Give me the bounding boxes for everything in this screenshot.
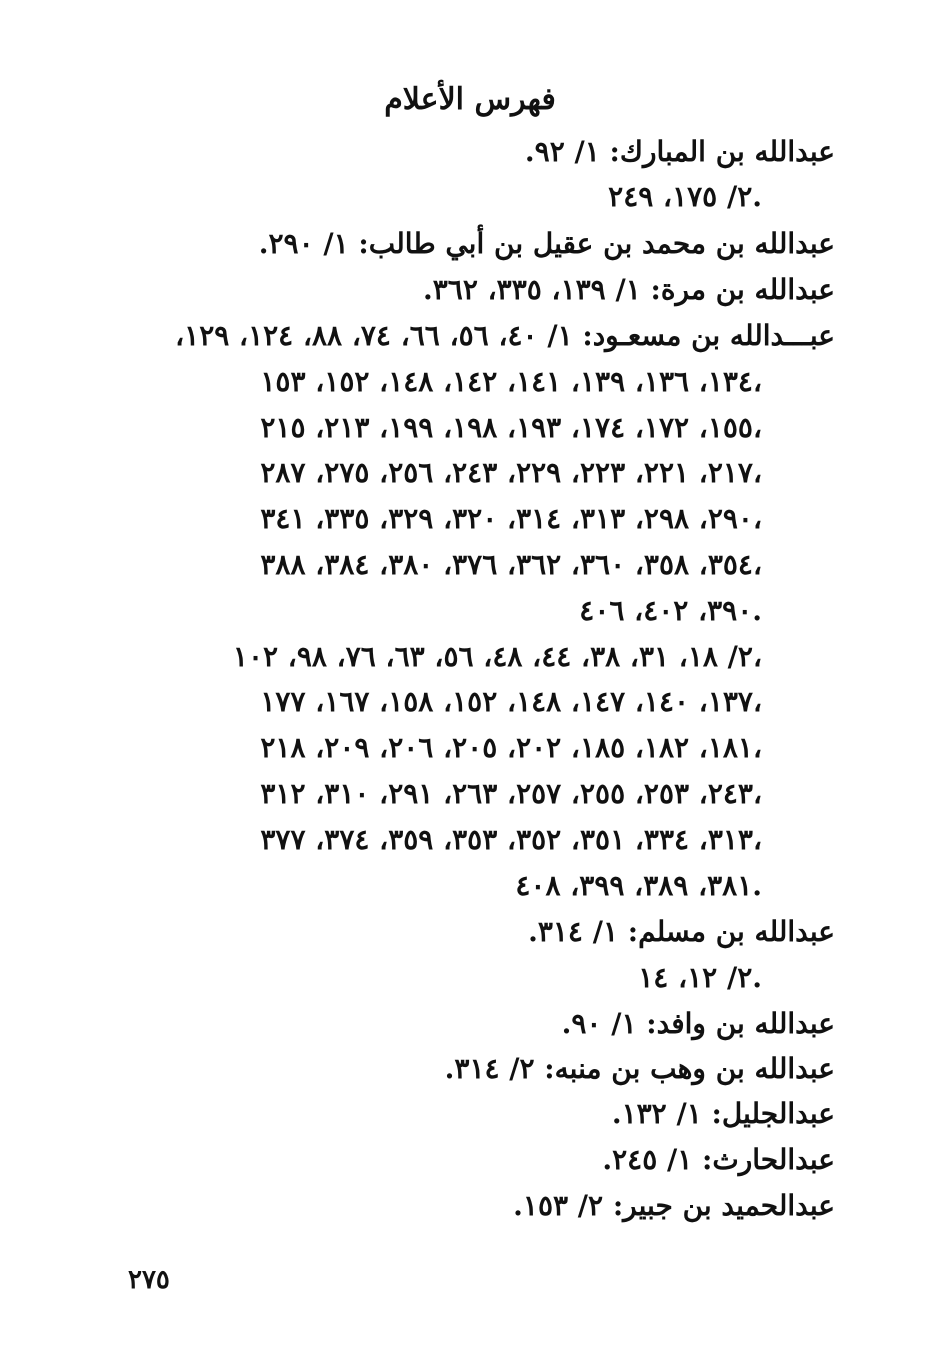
index-entry: عبدالله بن المبارك: ١/ ٩٢.	[524, 135, 835, 168]
index-entry: عبدالله بن مسلم: ١/ ٣١٤.	[528, 915, 835, 948]
index-entry: عبدالله بن وهب بن منبه: ٢/ ٣١٤.	[444, 1052, 835, 1085]
index-entry-continuation: ٣٥٤، ٣٥٨، ٣٦٠، ٣٦٢، ٣٧٦، ٣٨٠، ٣٨٤، ٣٨٨،	[260, 548, 762, 581]
index-entry-continuation: ٣٩٠، ٤٠٢، ٤٠٦.	[579, 594, 762, 627]
index-entry-continuation: ٣٨١، ٣٨٩، ٣٩٩، ٤٠٨.	[515, 869, 762, 902]
index-entry: عبدالله بن وافد: ١/ ٩٠.	[561, 1007, 835, 1040]
index-entry: عبدالجليل: ١/ ١٣٢.	[611, 1097, 835, 1130]
index-entry-continuation: ٣١٣، ٣٣٤، ٣٥١، ٣٥٢، ٣٥٣، ٣٥٩، ٣٧٤، ٣٧٧،	[260, 823, 762, 856]
index-entry: عبدالحميد بن جبير: ٢/ ١٥٣.	[513, 1189, 835, 1222]
index-entry-continuation: ٢١٧، ٢٢١، ٢٢٣، ٢٢٩، ٢٤٣، ٢٥٦، ٢٧٥، ٢٨٧،	[260, 456, 762, 489]
page-title: فهرس الأعلام	[384, 82, 556, 117]
index-entry-continuation: ١٥٥، ١٧٢، ١٧٤، ١٩٣، ١٩٨، ١٩٩، ٢١٣، ٢١٥،	[260, 411, 762, 444]
index-entry-continuation: ٢٤٣، ٢٥٣، ٢٥٥، ٢٥٧، ٢٦٣، ٢٩١، ٣١٠، ٣١٢،	[260, 777, 762, 810]
index-entry-continuation: ٢/ ١٨، ٣١، ٣٨، ٤٤، ٤٨، ٥٦، ٦٣، ٧٦، ٩٨، ١٠٢،	[232, 640, 762, 673]
index-entry-continuation: ٢/ ١٢، ١٤.	[638, 961, 762, 994]
page-number: ٢٧٥	[128, 1265, 170, 1295]
index-entry-continuation: ٢/ ١٧٥، ٢٤٩.	[608, 180, 762, 213]
index-entry: عبدالحارث: ١/ ٢٤٥.	[602, 1143, 835, 1176]
index-entry-continuation: ٢٩٠، ٢٩٨، ٣١٣، ٣١٤، ٣٢٠، ٣٢٩، ٣٣٥، ٣٤١،	[260, 502, 762, 535]
index-entry-continuation: ١٣٧، ١٤٠، ١٤٧، ١٤٨، ١٥٢، ١٥٨، ١٦٧، ١٧٧،	[260, 685, 762, 718]
index-entry-continuation: ١٨١، ١٨٢، ١٨٥، ٢٠٢، ٢٠٥، ٢٠٦، ٢٠٩، ٢١٨،	[260, 731, 762, 764]
index-entry-continuation: ١٣٤، ١٣٦، ١٣٩، ١٤١، ١٤٢، ١٤٨، ١٥٢، ١٥٣،	[260, 365, 762, 398]
index-entry: عبدالله بن مرة: ١/ ١٣٩، ٣٣٥، ٣٦٢.	[423, 273, 835, 306]
index-entry: عبدالله بن محمد بن عقيل بن أبي طالب: ١/ ٢٩٠.	[258, 227, 835, 260]
index-entry: عبـــدالله بن مسعـود: ١/ ٤٠، ٥٦، ٦٦، ٧٤، ٨٨، ١٢٤، ١٢٩،	[175, 319, 835, 352]
